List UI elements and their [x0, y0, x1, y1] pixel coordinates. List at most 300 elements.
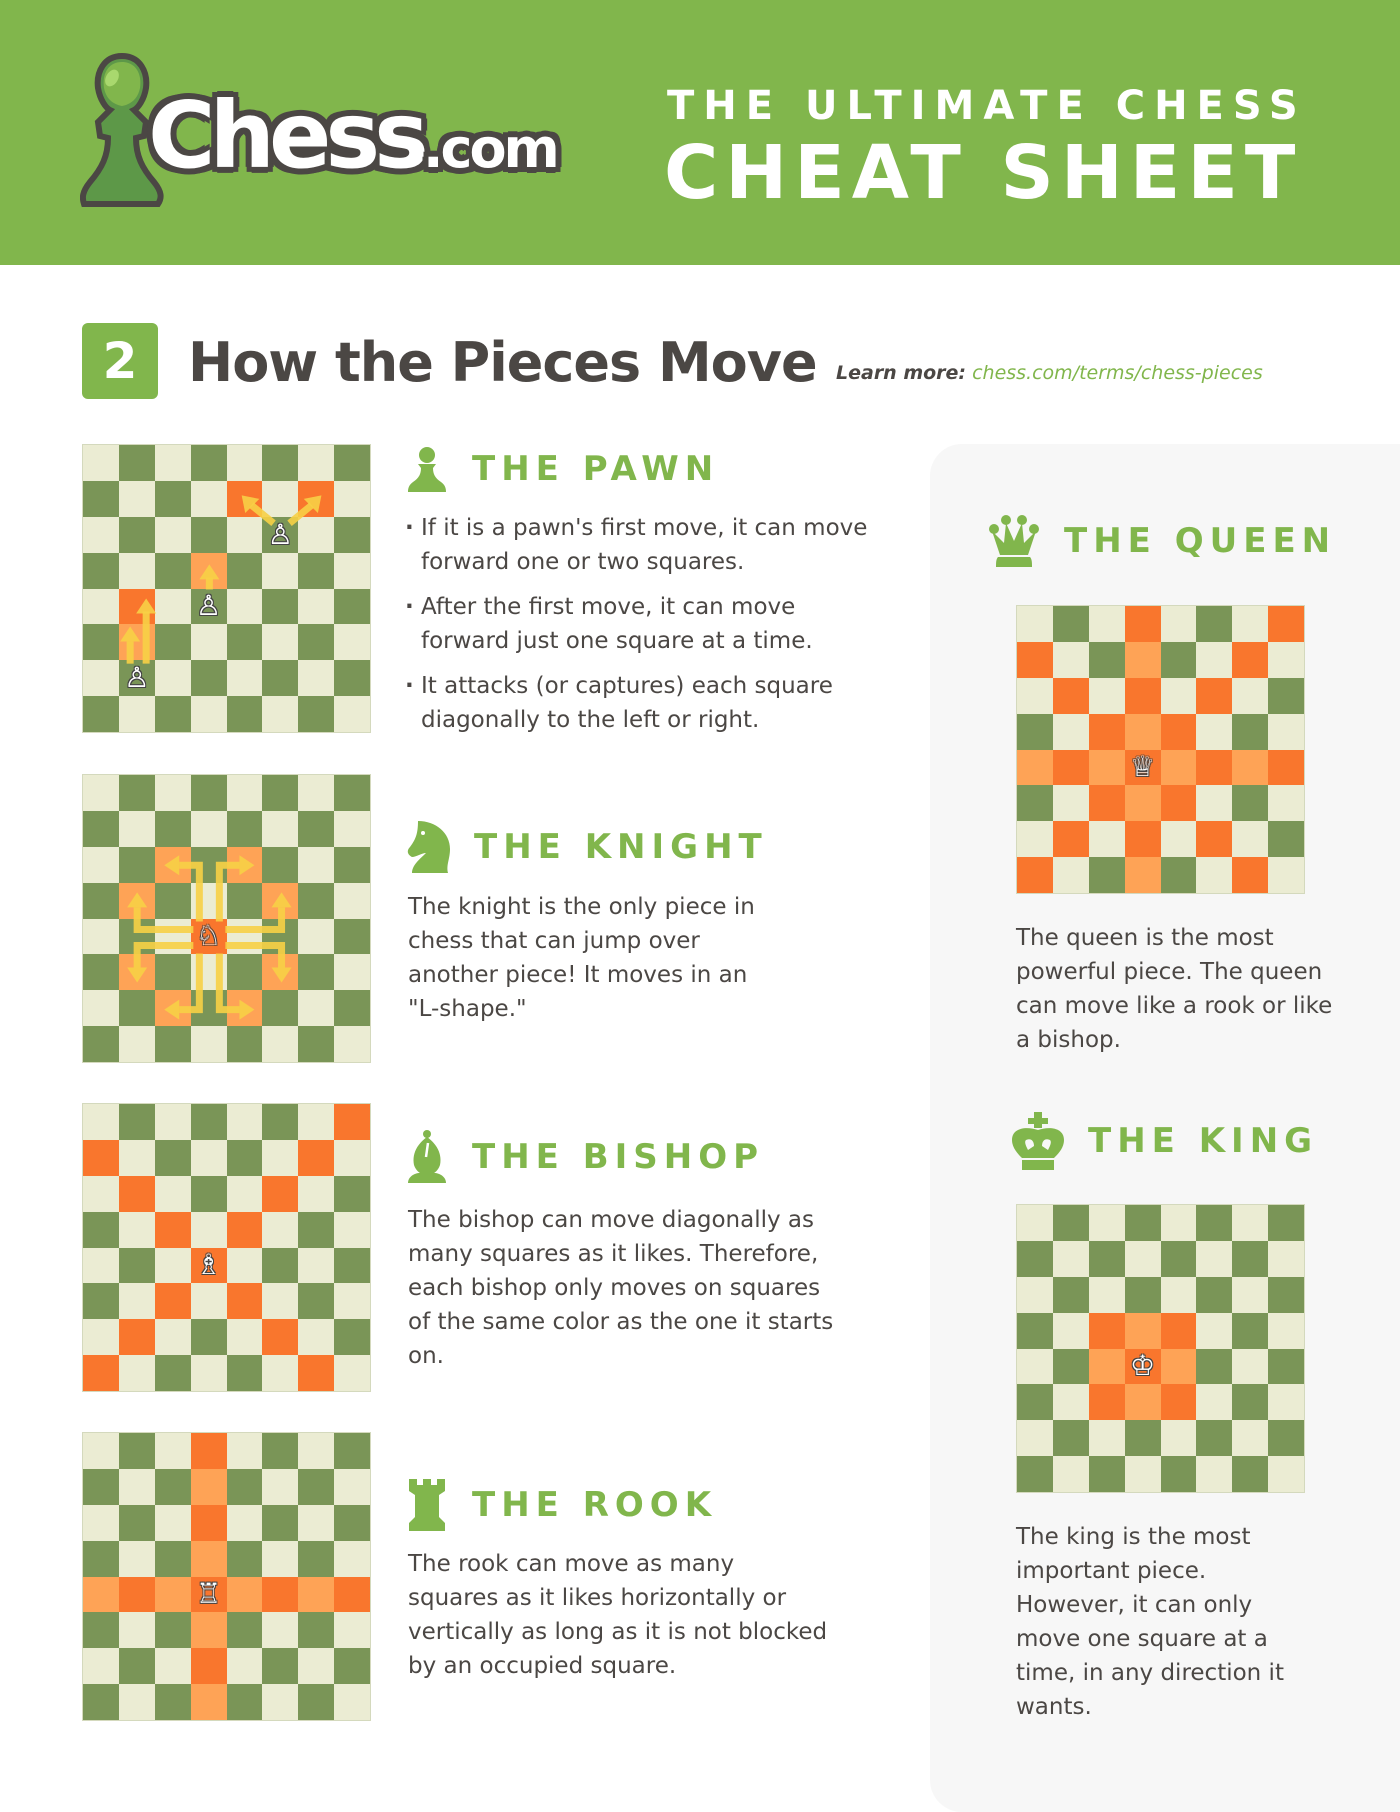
pawn-rules	[405, 511, 885, 748]
board-square	[1125, 857, 1161, 893]
board-square	[298, 1505, 334, 1541]
board-square	[119, 481, 155, 517]
board-square	[334, 1612, 370, 1648]
white-piece-icon: ♔	[1130, 1349, 1156, 1383]
board-square	[83, 1140, 119, 1176]
board-square	[119, 445, 155, 481]
board-square	[1232, 785, 1268, 821]
board-square	[1089, 821, 1125, 857]
board-square	[191, 1248, 227, 1284]
board-square	[1268, 1456, 1304, 1492]
board-square	[191, 660, 227, 696]
board-square	[1125, 1277, 1161, 1313]
board-square	[83, 553, 119, 589]
board-square	[191, 919, 227, 955]
board-square	[1089, 1384, 1125, 1420]
board-square	[155, 883, 191, 919]
board-square	[1089, 857, 1125, 893]
learn-more-link[interactable]: chess.com/terms/chess-pieces	[972, 362, 1263, 384]
board-square	[1232, 1241, 1268, 1277]
board-square	[155, 775, 191, 811]
board-square	[1232, 1205, 1268, 1241]
board-square	[1125, 750, 1161, 786]
board-square	[227, 589, 263, 625]
board-square	[262, 1541, 298, 1577]
board-square	[227, 1469, 263, 1505]
board-square	[191, 589, 227, 625]
board-square	[298, 1319, 334, 1355]
board-square	[119, 954, 155, 990]
board-square	[1053, 1384, 1089, 1420]
board-square	[334, 1140, 370, 1176]
pawn-heading	[404, 446, 719, 492]
board-square	[262, 553, 298, 589]
board-square	[1017, 714, 1053, 750]
board-square	[1232, 642, 1268, 678]
board-square	[1196, 1420, 1232, 1456]
board-square	[298, 1026, 334, 1062]
board-square	[334, 919, 370, 955]
board-square	[334, 1648, 370, 1684]
board-square	[334, 1433, 370, 1469]
board-square	[119, 775, 155, 811]
board-square	[1196, 750, 1232, 786]
board-square	[334, 1505, 370, 1541]
board-square	[298, 1104, 334, 1140]
pawn-rule-2: · After the first move, it can move forward just one square at a time.	[405, 590, 885, 658]
board-square	[334, 1577, 370, 1613]
bishop-title: THE BISHOP	[472, 1137, 765, 1177]
board-square	[119, 1648, 155, 1684]
board-square	[155, 1612, 191, 1648]
board-square	[1089, 750, 1125, 786]
board-square	[83, 1612, 119, 1648]
header-title: CHEAT SHEET	[664, 130, 1303, 216]
board-square	[1125, 785, 1161, 821]
board-square	[262, 1248, 298, 1284]
board-square	[1268, 1420, 1304, 1456]
board-square	[298, 1469, 334, 1505]
board-square	[298, 811, 334, 847]
board-square	[155, 1319, 191, 1355]
board-square	[191, 1612, 227, 1648]
board-square	[298, 1648, 334, 1684]
board-square	[1161, 1456, 1197, 1492]
board-square	[1017, 1456, 1053, 1492]
board-square	[1161, 1277, 1197, 1313]
board-square	[1089, 1241, 1125, 1277]
board-square	[1017, 1277, 1053, 1313]
board-square	[1053, 642, 1089, 678]
white-piece-icon: ♕	[1130, 750, 1156, 784]
board-square	[334, 775, 370, 811]
board-square	[83, 589, 119, 625]
board-square	[298, 624, 334, 660]
board-square	[1268, 1384, 1304, 1420]
board-square	[83, 1212, 119, 1248]
board-square	[298, 1283, 334, 1319]
board-square	[334, 481, 370, 517]
board-square	[1232, 1456, 1268, 1492]
board-square	[334, 1684, 370, 1720]
board-square	[1017, 821, 1053, 857]
board-square	[227, 847, 263, 883]
board-square	[298, 696, 334, 732]
board-square	[334, 624, 370, 660]
board-square	[191, 811, 227, 847]
board-square	[298, 1577, 334, 1613]
board-square	[262, 1212, 298, 1248]
board-square	[119, 919, 155, 955]
board-square	[191, 990, 227, 1026]
board-square	[1017, 1349, 1053, 1385]
board-square	[227, 1104, 263, 1140]
board-square	[298, 1355, 334, 1391]
board-square	[1268, 606, 1304, 642]
board-square	[262, 589, 298, 625]
white-piece-icon: ♙	[124, 661, 150, 695]
board-square	[262, 775, 298, 811]
queen-heading	[986, 518, 1336, 564]
queen-title: THE QUEEN	[1064, 521, 1337, 561]
board-square	[1196, 1241, 1232, 1277]
board-square	[83, 1283, 119, 1319]
board-square	[1196, 1349, 1232, 1385]
board-square	[119, 1612, 155, 1648]
board-square	[119, 1433, 155, 1469]
board-square	[227, 919, 263, 955]
board-square	[1089, 1313, 1125, 1349]
board-square	[298, 1433, 334, 1469]
board-square	[191, 1176, 227, 1212]
board-square	[1196, 606, 1232, 642]
board-square	[262, 1140, 298, 1176]
board-square	[262, 696, 298, 732]
board-square	[1089, 1349, 1125, 1385]
board-square	[262, 1612, 298, 1648]
board-square	[155, 1355, 191, 1391]
board-square	[119, 553, 155, 589]
board-square	[119, 1248, 155, 1284]
board-square	[334, 589, 370, 625]
board-square	[334, 954, 370, 990]
white-piece-icon: ♘	[196, 919, 222, 953]
board-square	[191, 445, 227, 481]
board-square	[298, 517, 334, 553]
board-square	[155, 1469, 191, 1505]
knight-icon	[406, 824, 452, 870]
board-square	[298, 1612, 334, 1648]
board-square	[83, 1433, 119, 1469]
board-square	[1161, 1241, 1197, 1277]
board-square	[1053, 1349, 1089, 1385]
board-square	[83, 1541, 119, 1577]
board-square	[1089, 1420, 1125, 1456]
board-square	[83, 696, 119, 732]
board-square	[1017, 678, 1053, 714]
board-square	[83, 624, 119, 660]
board-square	[155, 1104, 191, 1140]
board-square	[155, 1026, 191, 1062]
board-square	[1268, 678, 1304, 714]
board-square	[83, 1577, 119, 1613]
board-square	[1161, 821, 1197, 857]
board-square	[155, 847, 191, 883]
board-square	[227, 1577, 263, 1613]
board-square	[298, 660, 334, 696]
board-square	[1017, 606, 1053, 642]
board-square	[227, 1248, 263, 1284]
board-square	[334, 517, 370, 553]
board-square	[334, 1319, 370, 1355]
board-square	[298, 1212, 334, 1248]
board-square	[334, 1283, 370, 1319]
board-square	[83, 847, 119, 883]
board-square	[119, 811, 155, 847]
board-square	[1053, 857, 1089, 893]
board-square	[155, 696, 191, 732]
board-square	[191, 1104, 227, 1140]
board-square	[83, 883, 119, 919]
board-square	[227, 1612, 263, 1648]
board-square	[298, 589, 334, 625]
board-square	[119, 847, 155, 883]
board-square	[298, 1176, 334, 1212]
board-square	[1268, 750, 1304, 786]
board-square	[83, 1176, 119, 1212]
white-piece-icon: ♙	[196, 589, 222, 623]
board-square	[191, 1212, 227, 1248]
board-square	[1268, 785, 1304, 821]
knight-heading	[406, 824, 768, 870]
board-square	[1125, 1349, 1161, 1385]
board-square	[1053, 606, 1089, 642]
board-square	[1232, 606, 1268, 642]
board-square	[1232, 1384, 1268, 1420]
board-square	[1161, 606, 1197, 642]
knight-description: The knight is the only piece in chess that can jump over another piece! It moves in an "L-shape."	[408, 894, 755, 1022]
board-square	[191, 481, 227, 517]
board-square	[119, 1212, 155, 1248]
board-square	[191, 517, 227, 553]
board-square	[1125, 1384, 1161, 1420]
board-square	[1089, 1205, 1125, 1241]
board-square	[262, 919, 298, 955]
board-square	[262, 1355, 298, 1391]
board-square	[1089, 1456, 1125, 1492]
board-square	[83, 660, 119, 696]
board-square	[83, 445, 119, 481]
board-square	[262, 1319, 298, 1355]
board-square	[191, 624, 227, 660]
learn-more-label: Learn more:	[836, 362, 967, 384]
board-square	[1053, 1420, 1089, 1456]
board-square	[262, 954, 298, 990]
board-square	[1017, 750, 1053, 786]
board-square	[1053, 1241, 1089, 1277]
board-square	[1268, 1241, 1304, 1277]
board-square	[155, 1283, 191, 1319]
board-square	[334, 1355, 370, 1391]
board-square	[155, 445, 191, 481]
board-square	[1196, 1456, 1232, 1492]
board-square	[1017, 642, 1053, 678]
board-square	[1232, 1313, 1268, 1349]
board-square	[155, 990, 191, 1026]
board-square	[155, 624, 191, 660]
king-icon	[1010, 1118, 1066, 1164]
board-square	[1053, 1456, 1089, 1492]
board-square	[262, 1577, 298, 1613]
board-square	[83, 1026, 119, 1062]
board-square	[334, 990, 370, 1026]
board-square	[1196, 678, 1232, 714]
board-square	[262, 1026, 298, 1062]
board-square	[298, 1684, 334, 1720]
board-square	[191, 1433, 227, 1469]
board-square	[83, 1104, 119, 1140]
board-square	[191, 883, 227, 919]
board-square	[1017, 1420, 1053, 1456]
board-square	[191, 696, 227, 732]
board-square	[1125, 1205, 1161, 1241]
board-square	[1232, 821, 1268, 857]
board-square	[119, 1026, 155, 1062]
board-square	[1017, 1313, 1053, 1349]
board-square	[119, 1355, 155, 1391]
board-square	[262, 660, 298, 696]
board-square	[1125, 1420, 1161, 1456]
board-square	[262, 445, 298, 481]
board-square	[119, 1283, 155, 1319]
board-square	[262, 517, 298, 553]
board-square	[227, 553, 263, 589]
board-square	[334, 1026, 370, 1062]
board-square	[227, 1433, 263, 1469]
board-square	[119, 883, 155, 919]
bishop-description: The bishop can move diagonally as many squares as it likes. Therefore, each bishop only moves on squares of the same color as the one it starts on.	[408, 1207, 834, 1369]
board-square	[119, 660, 155, 696]
queen-board	[1016, 605, 1305, 894]
chess-com-logo[interactable]	[80, 52, 600, 212]
pawn-icon	[404, 446, 450, 492]
board-square	[1125, 642, 1161, 678]
board-square	[334, 1248, 370, 1284]
board-square	[334, 1469, 370, 1505]
board-square	[1017, 1384, 1053, 1420]
board-square	[298, 883, 334, 919]
board-square	[155, 1176, 191, 1212]
board-square	[1053, 714, 1089, 750]
board-square	[155, 589, 191, 625]
board-square	[298, 1140, 334, 1176]
board-square	[119, 1541, 155, 1577]
board-square	[298, 775, 334, 811]
board-square	[334, 883, 370, 919]
board-square	[1161, 857, 1197, 893]
board-square	[298, 553, 334, 589]
board-square	[227, 1140, 263, 1176]
board-square	[227, 445, 263, 481]
board-square	[155, 481, 191, 517]
board-square	[262, 883, 298, 919]
board-square	[1161, 1384, 1197, 1420]
board-square	[1017, 1241, 1053, 1277]
board-square	[1268, 714, 1304, 750]
board-square	[334, 1176, 370, 1212]
king-board	[1016, 1204, 1305, 1493]
white-piece-icon: ♗	[196, 1248, 222, 1282]
board-square	[1017, 857, 1053, 893]
board-square	[1232, 678, 1268, 714]
bishop-icon	[404, 1134, 450, 1180]
board-square	[155, 1684, 191, 1720]
board-square	[155, 1212, 191, 1248]
board-square	[191, 1283, 227, 1319]
board-square	[155, 1648, 191, 1684]
board-square	[83, 1355, 119, 1391]
board-square	[119, 1140, 155, 1176]
board-square	[1161, 1313, 1197, 1349]
white-piece-icon: ♙	[267, 517, 293, 551]
board-square	[1232, 1277, 1268, 1313]
board-square	[1232, 857, 1268, 893]
board-square	[298, 445, 334, 481]
board-square	[155, 660, 191, 696]
knight-board	[82, 774, 371, 1063]
board-square	[83, 1684, 119, 1720]
board-square	[262, 481, 298, 517]
board-square	[227, 481, 263, 517]
board-square	[1268, 857, 1304, 893]
board-square	[262, 811, 298, 847]
board-square	[262, 1104, 298, 1140]
board-square	[1196, 1384, 1232, 1420]
king-title: THE KING	[1088, 1121, 1319, 1161]
board-square	[227, 1648, 263, 1684]
board-square	[1232, 750, 1268, 786]
board-square	[191, 775, 227, 811]
board-square	[119, 517, 155, 553]
board-square	[119, 589, 155, 625]
board-square	[334, 1104, 370, 1140]
board-square	[191, 1469, 227, 1505]
board-square	[1053, 785, 1089, 821]
board-square	[83, 517, 119, 553]
king-description: The king is the most important piece. However, it can only move one square at a time, in any direction it wants.	[1016, 1524, 1284, 1720]
board-square	[262, 1433, 298, 1469]
board-square	[119, 624, 155, 660]
board-square	[119, 1319, 155, 1355]
header-banner	[0, 0, 1400, 265]
knight-title: THE KNIGHT	[474, 827, 768, 867]
board-square	[227, 517, 263, 553]
board-square	[83, 1648, 119, 1684]
section-title: How the Pieces Move	[188, 331, 817, 394]
board-square	[1232, 1349, 1268, 1385]
board-square	[1017, 1205, 1053, 1241]
king-heading	[1010, 1118, 1318, 1164]
board-square	[119, 1104, 155, 1140]
board-square	[191, 1541, 227, 1577]
board-square	[334, 811, 370, 847]
board-square	[334, 696, 370, 732]
queen-icon	[986, 518, 1042, 564]
board-square	[334, 445, 370, 481]
board-square	[119, 990, 155, 1026]
board-square	[191, 1140, 227, 1176]
board-square	[191, 847, 227, 883]
